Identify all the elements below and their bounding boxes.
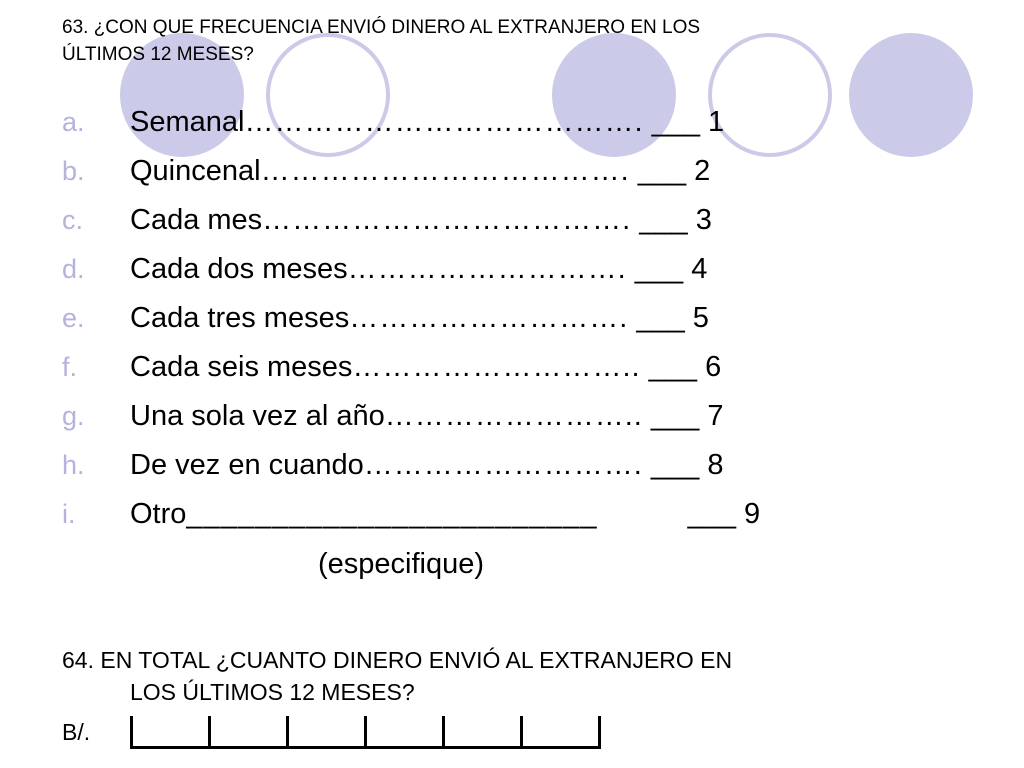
answer-blank[interactable]: ___ <box>634 253 684 285</box>
option-e <box>62 296 709 340</box>
option-letter: a. <box>62 107 85 137</box>
option-leader-dots: …………………….. <box>384 400 643 432</box>
option-code: 6 <box>705 351 722 383</box>
amount-digit-box[interactable] <box>286 716 364 749</box>
option-code: 1 <box>708 106 725 138</box>
option-label: De vez en cuando <box>130 449 364 481</box>
option-label: Cada seis meses <box>130 351 353 383</box>
option-leader-dots: ………………………………. <box>262 204 632 236</box>
option-c <box>62 198 712 242</box>
option-code: 3 <box>695 204 712 236</box>
option-label: Cada dos meses <box>130 253 348 285</box>
amount-digit-box[interactable] <box>520 716 601 749</box>
option-label: Quincenal <box>130 155 261 187</box>
option-letter: d. <box>62 254 85 284</box>
option-label: Semanal <box>130 106 245 138</box>
option-letter: g. <box>62 401 85 431</box>
option-leader-dots: ………………………. <box>349 302 629 334</box>
option-code: 5 <box>692 302 709 334</box>
currency-label: B/. <box>62 719 91 745</box>
option-h <box>62 443 724 487</box>
answer-blank[interactable]: ___ <box>636 302 685 334</box>
specify-label: (especifique) <box>318 548 485 580</box>
option-leader-dots: ………………………. <box>363 449 643 481</box>
amount-answer <box>62 712 130 752</box>
option-letter: f. <box>62 352 78 382</box>
question-63-heading <box>62 14 942 68</box>
option-label: Cada mes <box>130 204 263 236</box>
option-leader-dots: ………………………. <box>347 253 627 285</box>
question-64-heading <box>62 644 942 708</box>
amount-digit-box[interactable] <box>208 716 286 749</box>
answer-blank[interactable]: ___ <box>639 204 688 236</box>
answer-blank[interactable]: ___ <box>650 400 700 432</box>
option-b <box>62 149 710 193</box>
answer-blank[interactable]: ___ <box>637 155 687 187</box>
question-64-line1: 64. EN TOTAL ¿CUANTO DINERO ENVIÓ AL EXTRANJERO EN <box>62 647 733 673</box>
option-code: 2 <box>694 155 711 187</box>
answer-blank[interactable]: ___ <box>651 106 700 138</box>
option-label: Una sola vez al año <box>130 400 385 432</box>
option-g <box>62 394 724 438</box>
option-letter: h. <box>62 450 85 480</box>
specify-line[interactable]: ________________________ <box>186 498 598 530</box>
amount-digit-box[interactable] <box>442 716 520 749</box>
option-code: 8 <box>707 449 724 481</box>
option-label: Cada tres meses <box>130 302 350 334</box>
option-code: 7 <box>707 400 724 432</box>
option-letter: i. <box>62 499 76 529</box>
amount-digit-box[interactable] <box>364 716 442 749</box>
option-leader-dots: ……………………….. <box>352 351 641 383</box>
amount-digit-boxes <box>130 716 601 748</box>
option-leader-dots: …………………………………. <box>244 106 644 138</box>
question-64-line2: LOS ÚLTIMOS 12 MESES? <box>130 679 415 705</box>
answer-blank[interactable]: ___ <box>687 498 736 530</box>
option-i <box>62 492 760 536</box>
option-a <box>62 100 724 144</box>
answer-blank[interactable]: ___ <box>648 351 698 383</box>
option-letter: c. <box>62 205 84 235</box>
option-code: 4 <box>691 253 708 285</box>
option-code: 9 <box>744 498 761 530</box>
answer-blank[interactable]: ___ <box>650 449 700 481</box>
question-63-line1: 63. ¿CON QUE FRECUENCIA ENVIÓ DINERO AL EXTRANJERO EN LOS <box>62 17 701 38</box>
option-letter: b. <box>62 156 85 186</box>
option-letter: e. <box>62 303 85 333</box>
option-d <box>62 247 707 291</box>
option-f <box>62 345 721 389</box>
question-63-line2: ÚLTIMOS 12 MESES? <box>62 44 254 65</box>
amount-digit-box[interactable] <box>130 716 208 749</box>
option-label: Otro <box>130 498 187 530</box>
option-leader-dots: ………………………………. <box>260 155 630 187</box>
